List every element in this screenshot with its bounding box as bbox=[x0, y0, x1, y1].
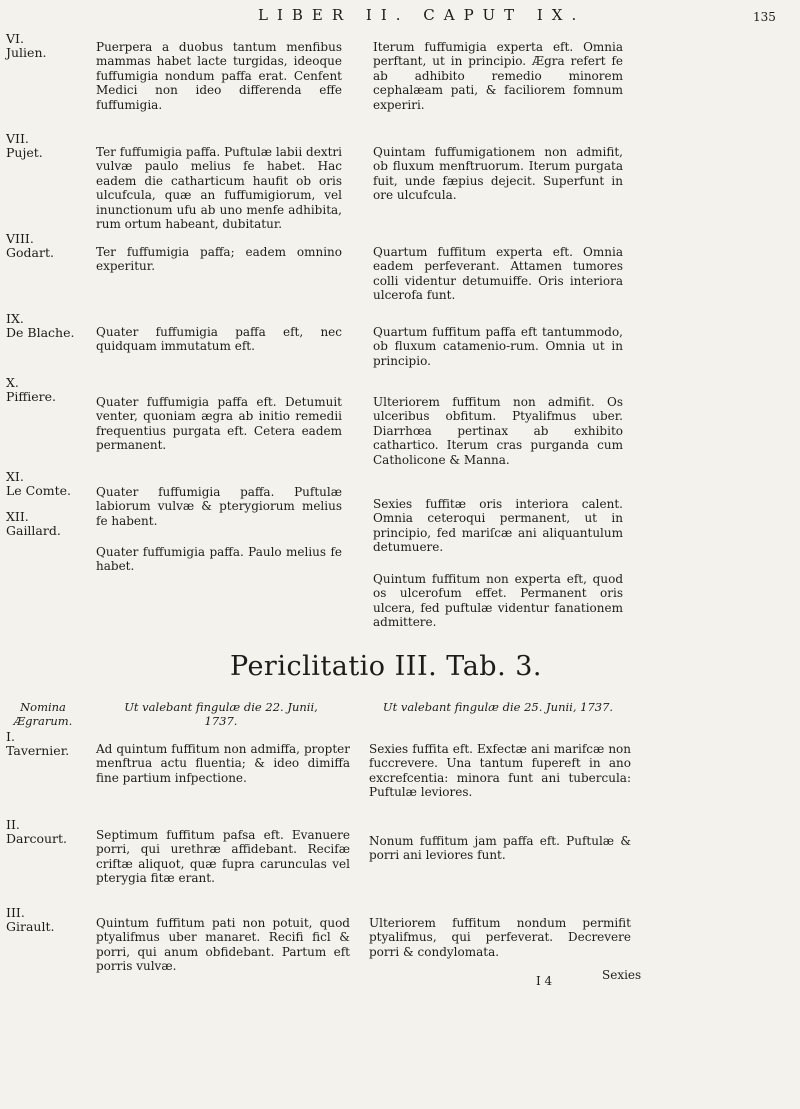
patient-name: Gaillard. bbox=[6, 523, 61, 538]
patient-label bbox=[6, 312, 74, 340]
patient-number: XI. bbox=[6, 469, 24, 484]
column-header-second-date: Ut valebant fingulæ die 25. Junii, 1737. bbox=[382, 700, 614, 714]
patient-number: VI. bbox=[6, 31, 24, 46]
patient-number: VIII. bbox=[6, 231, 34, 246]
entry-second-observation: Sexies fuffitæ oris interiora calent. Omnia ceteroqui permanent, ut in principio, fed mariſcæ ani aliquantulum detumuere. bbox=[373, 497, 623, 555]
patient-name: Tavernier. bbox=[6, 743, 70, 758]
patient-label bbox=[6, 470, 71, 498]
catchword: Sexies bbox=[602, 968, 642, 982]
entry-second-observation: Iterum fuffumigia experta eft. Omnia perftant, ut in principio. Ægra refert fe ab adhibito remedio minorem cephalæam pati, & faciliorem fomnum experiri. bbox=[373, 40, 623, 112]
patient-number: XII. bbox=[6, 509, 29, 524]
patient-name: De Blache. bbox=[6, 325, 75, 340]
column-header-first-date: Ut valebant fingulæ die 22. Junii, 1737. bbox=[124, 700, 318, 728]
entry-second-observation: Quintum fuffitum non experta eft, quod os ulcerofum effet. Permanent oris ulcera, fed puftulæ videntur fanationem admittere. bbox=[373, 572, 623, 630]
patient-name: Piffiere. bbox=[6, 389, 57, 404]
patient-number: III. bbox=[6, 905, 25, 920]
section-title: Periclitatio III. Tab. 3. bbox=[230, 651, 543, 682]
entry-second-observation: Ulteriorem fuffitum nondum permifit ptyalifmus, qui perfeverat. Decrevere porri & condylomata. bbox=[369, 916, 631, 959]
running-title: LIBER II. CAPUT IX. bbox=[258, 6, 586, 24]
page-number: 135 bbox=[753, 10, 776, 24]
entry-first-observation: Ter fuffumigia paffa; eadem omnino experitur. bbox=[96, 245, 342, 274]
patient-name: Julien. bbox=[6, 45, 47, 60]
patient-number: VII. bbox=[6, 131, 29, 146]
patient-number: IX. bbox=[6, 311, 24, 326]
patient-label bbox=[6, 818, 67, 846]
patient-name: Godart. bbox=[6, 245, 54, 260]
patient-label bbox=[6, 32, 46, 60]
patient-label bbox=[6, 376, 56, 404]
entry-first-observation: Quater fuffumigia paffa. Puftulæ labiorum vulvæ & pterygiorum melius fe habent. bbox=[96, 485, 342, 528]
patient-name: Le Comte. bbox=[6, 483, 72, 498]
signature-mark: I 4 bbox=[536, 974, 553, 988]
patient-label bbox=[6, 510, 61, 538]
patient-number: I. bbox=[6, 729, 15, 744]
entry-first-observation: Quater fuffumigia paffa eft. Detumuit venter, quoniam ægra ab initio remedii frequentius purgata eft. Cetera eadem permanent. bbox=[96, 395, 342, 453]
entry-second-observation: Quartum fuffitum experta eft. Omnia eadem perfeverant. Attamen tumores colli videntur detumuiffe. Oris interiora ulcerofa funt. bbox=[373, 245, 623, 303]
patient-number: X. bbox=[6, 375, 19, 390]
patient-name: Girault. bbox=[6, 919, 55, 934]
patient-number: II. bbox=[6, 817, 20, 832]
patient-label bbox=[6, 232, 54, 260]
column-header-names: Nomina Ægrarum. bbox=[13, 700, 73, 728]
entry-first-observation: Quater fuffumigia paffa eft, nec quidquam immutatum eft. bbox=[96, 325, 342, 354]
entry-second-observation: Nonum fuffitum jam paffa eft. Puftulæ & porri ani leviores funt. bbox=[369, 834, 631, 863]
patient-label bbox=[6, 132, 43, 160]
entry-first-observation: Quintum fuffitum pati non potuit, quod ptyalifmus uber manaret. Recifi ficl & porri, qui anum obfidebant. Partum eft porris vulvæ. bbox=[96, 916, 350, 974]
entry-first-observation: Puerpera a duobus tantum menfibus mammas habet lacte turgidas, ideoque fuffumigia nondum paffa erat. Cenfent Medici non ideo differenda effe fuffumigia. bbox=[96, 40, 342, 112]
entry-first-observation: Ter fuffumigia paffa. Puftulæ labii dextri vulvæ paulo melius fe habet. Hac eadem die catharticum haufit ob oris ulcufcula, quæ an fuffumigiorum, vel inunctionum ufu ab uno menfe adhibita, rum ortum habeant, dubitatur. bbox=[96, 145, 342, 232]
patient-label bbox=[6, 730, 69, 758]
entry-first-observation: Ad quintum fuffitum non admiffa, propter menftrua actu fluentia; & ideo dimiffa fine partium infpectione. bbox=[96, 742, 350, 785]
patient-label bbox=[6, 906, 54, 934]
patient-name: Darcourt. bbox=[6, 831, 67, 846]
running-header bbox=[0, 6, 800, 28]
entry-first-observation: Quater fuffumigia paffa. Paulo melius fe habet. bbox=[96, 545, 342, 574]
entry-first-observation: Septimum fuffitum pafsa eft. Evanuere porri, qui urethræ affidebant. Recifæ criftæ aliquot, quæ fupra carunculas vel pterygia fitæ erant. bbox=[96, 828, 350, 886]
entry-second-observation: Quintam fuffumigationem non admifit, ob fluxum menftruorum. Iterum purgata fuit, unde fæpius dejecit. Superfunt in ore ulcufcula. bbox=[373, 145, 623, 203]
patient-name: Pujet. bbox=[6, 145, 43, 160]
entry-second-observation: Sexies fuffita eft. Exfectæ ani marifcæ non fuccrevere. Una tantum fupereft in ano excrefcentia: minora funt ani tubercula: Puftulæ leviores. bbox=[369, 742, 631, 800]
entry-second-observation: Ulteriorem fuffitum non admifit. Os ulceribus obfitum. Ptyalifmus uber. Diarrhœa pertinax ab exhibito cathartico. Iterum cras purganda cum Catholicone & Manna. bbox=[373, 395, 623, 467]
entry-second-observation: Quartum fuffitum paffa eft tantummodo, ob fluxum catamenio-rum. Omnia ut in principio. bbox=[373, 325, 623, 368]
